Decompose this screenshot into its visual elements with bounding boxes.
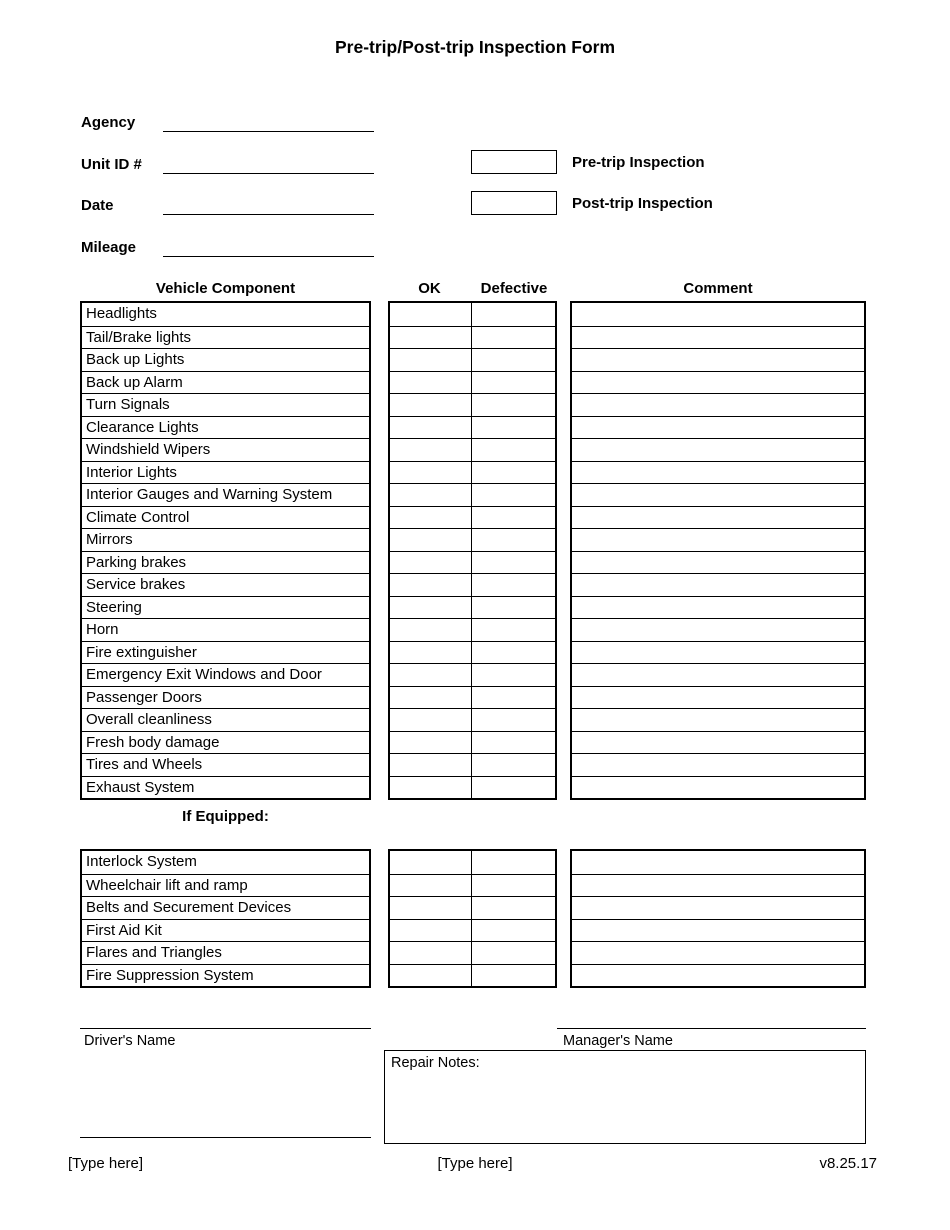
equipped-component-row: [82, 919, 369, 942]
equipped-component-table: [80, 849, 371, 988]
defective-cell[interactable]: [472, 327, 555, 349]
ok-cell[interactable]: [390, 439, 472, 461]
component-row: [82, 506, 369, 529]
mileage-field-row: [81, 237, 374, 257]
ok-cell[interactable]: [390, 417, 472, 439]
footer-type-here-left[interactable]: [Type here]: [68, 1155, 144, 1172]
ok-cell[interactable]: [390, 529, 472, 551]
component-cell: Headlights: [86, 305, 157, 322]
page-title: Pre-trip/Post-trip Inspection Form: [334, 37, 616, 57]
comment-row[interactable]: [572, 393, 864, 416]
ok-cell[interactable]: [390, 327, 472, 349]
component-cell: Service brakes: [86, 576, 186, 593]
defective-cell[interactable]: [472, 349, 555, 371]
equipped-component-cell: Fire Suppression System: [86, 966, 254, 984]
ok-cell[interactable]: [390, 709, 472, 731]
equipped-component-cell: Wheelchair lift and ramp: [86, 876, 248, 894]
component-cell: Back up Alarm: [86, 373, 183, 391]
comment-row[interactable]: [572, 776, 864, 799]
defective-cell[interactable]: [472, 394, 555, 416]
status-row: [390, 393, 555, 416]
equipped-status-row: [390, 896, 555, 919]
agency-label: Agency: [81, 114, 136, 131]
repair-notes-box[interactable]: [384, 1050, 866, 1144]
status-row: [390, 416, 555, 439]
component-row: [82, 326, 369, 349]
unit-id-field-row: [81, 154, 374, 174]
ok-cell[interactable]: [390, 394, 472, 416]
equipped-component-cell: Belts and Securement Devices: [86, 899, 292, 916]
ok-cell[interactable]: [390, 664, 472, 686]
equipped-status-row: [390, 874, 555, 897]
component-cell: Fresh body damage: [86, 733, 220, 751]
equipped-status-row: [390, 964, 555, 987]
status-row: [390, 686, 555, 709]
equipped-component-cell: First Aid Kit: [86, 921, 162, 939]
comment-row[interactable]: [572, 708, 864, 731]
ok-cell[interactable]: [390, 942, 472, 964]
comment-row[interactable]: [572, 348, 864, 371]
comment-row[interactable]: [572, 483, 864, 506]
defective-cell[interactable]: [472, 687, 555, 709]
status-row: [390, 461, 555, 484]
defective-cell[interactable]: [472, 303, 555, 326]
status-row: [390, 573, 555, 596]
component-column-header: Vehicle Component: [155, 280, 296, 297]
comment-row[interactable]: [572, 461, 864, 484]
date-input-line[interactable]: [163, 195, 374, 215]
defective-cell[interactable]: [472, 574, 555, 596]
comment-row[interactable]: [572, 573, 864, 596]
ok-cell[interactable]: [390, 484, 472, 506]
repair-notes-label: Repair Notes:: [391, 1055, 480, 1071]
equipped-component-row: [82, 851, 369, 874]
component-row: [82, 461, 369, 484]
component-row: [82, 686, 369, 709]
component-row: [82, 618, 369, 641]
component-row: [82, 753, 369, 776]
status-row: [390, 303, 555, 326]
component-cell: Turn Signals: [86, 396, 170, 413]
comment-row[interactable]: [572, 753, 864, 776]
defective-cell[interactable]: [472, 507, 555, 529]
ok-cell[interactable]: [390, 754, 472, 776]
status-row: [390, 438, 555, 461]
defective-cell[interactable]: [472, 664, 555, 686]
component-cell: Horn: [86, 621, 119, 638]
ok-cell[interactable]: [390, 897, 472, 919]
comment-row[interactable]: [572, 663, 864, 686]
component-cell: Parking brakes: [86, 553, 187, 571]
ok-cell[interactable]: [390, 619, 472, 641]
equipped-component-cell: Interlock System: [86, 853, 197, 870]
posttrip-check-row: [471, 191, 713, 215]
comment-row[interactable]: [572, 506, 864, 529]
pretrip-checkbox[interactable]: [471, 150, 557, 174]
equipped-status-row: [390, 919, 555, 942]
mileage-label: Mileage: [81, 239, 137, 256]
ok-cell[interactable]: [390, 875, 472, 897]
component-row: [82, 303, 369, 326]
equipped-status-table: [388, 849, 557, 988]
component-row: [82, 483, 369, 506]
ok-cell[interactable]: [390, 965, 472, 987]
comment-row[interactable]: [572, 731, 864, 754]
ok-cell[interactable]: [390, 732, 472, 754]
pretrip-label: Pre-trip Inspection: [572, 153, 705, 171]
ok-cell[interactable]: [390, 574, 472, 596]
ok-cell[interactable]: [390, 349, 472, 371]
ok-cell[interactable]: [390, 462, 472, 484]
status-row: [390, 551, 555, 574]
status-row: [390, 506, 555, 529]
status-row: [390, 483, 555, 506]
bottom-left-line[interactable]: [80, 1137, 371, 1138]
component-cell: Back up Lights: [86, 351, 185, 368]
equipped-comment-row[interactable]: [572, 964, 864, 987]
equipped-comment-row[interactable]: [572, 941, 864, 964]
status-table: [388, 301, 557, 800]
defective-cell[interactable]: [472, 942, 555, 964]
comment-table: [570, 301, 866, 800]
defective-column-header: Defective: [480, 280, 548, 297]
defective-cell[interactable]: [472, 965, 555, 987]
agency-field-row: [81, 112, 374, 132]
component-row: [82, 371, 369, 394]
ok-cell[interactable]: [390, 777, 472, 799]
defective-cell[interactable]: [472, 529, 555, 551]
component-row: [82, 348, 369, 371]
component-cell: Fire extinguisher: [86, 643, 197, 661]
pretrip-check-row: [471, 150, 705, 174]
defective-cell[interactable]: [472, 619, 555, 641]
date-field-row: [81, 195, 374, 215]
equipped-component-cell: Flares and Triangles: [86, 944, 222, 961]
ok-column-header: OK: [418, 280, 441, 297]
equipped-comment-row[interactable]: [572, 919, 864, 942]
status-row: [390, 348, 555, 371]
component-cell: Interior Gauges and Warning System: [86, 486, 333, 503]
ok-cell[interactable]: [390, 642, 472, 664]
date-label: Date: [81, 197, 114, 214]
status-row: [390, 753, 555, 776]
defective-cell[interactable]: [472, 439, 555, 461]
ok-cell[interactable]: [390, 687, 472, 709]
component-row: [82, 573, 369, 596]
unit-id-input-line[interactable]: [163, 154, 374, 174]
unit-id-label: Unit ID #: [81, 156, 142, 173]
driver-signature-line[interactable]: [80, 1028, 371, 1029]
component-row: [82, 438, 369, 461]
ok-cell[interactable]: [390, 851, 472, 874]
mileage-input-line[interactable]: [163, 237, 374, 257]
equipped-status-row: [390, 941, 555, 964]
comment-row[interactable]: [572, 371, 864, 394]
ok-cell[interactable]: [390, 372, 472, 394]
component-cell: Passenger Doors: [86, 688, 202, 706]
equipped-status-row: [390, 851, 555, 874]
status-row: [390, 641, 555, 664]
equipped-comment-row[interactable]: [572, 851, 864, 874]
component-cell: Emergency Exit Windows and Door: [86, 666, 322, 683]
version-label: v8.25.17: [819, 1155, 877, 1172]
posttrip-label: Post-trip Inspection: [572, 194, 713, 212]
defective-cell[interactable]: [472, 462, 555, 484]
component-row: [82, 551, 369, 574]
equipped-comment-row[interactable]: [572, 874, 864, 897]
component-cell: Tires and Wheels: [86, 756, 203, 773]
component-cell: Steering: [86, 598, 142, 616]
equipped-component-row: [82, 874, 369, 897]
component-cell: Tail/Brake lights: [86, 328, 192, 346]
component-cell: Windshield Wipers: [86, 441, 211, 458]
defective-cell[interactable]: [472, 417, 555, 439]
component-cell: Overall cleanliness: [86, 711, 212, 728]
component-table: [80, 301, 371, 800]
equipped-comment-row[interactable]: [572, 896, 864, 919]
defective-cell[interactable]: [472, 642, 555, 664]
equipped-component-row: [82, 941, 369, 964]
comment-row[interactable]: [572, 326, 864, 349]
posttrip-checkbox[interactable]: [471, 191, 557, 215]
status-row: [390, 618, 555, 641]
defective-cell[interactable]: [472, 732, 555, 754]
status-row: [390, 326, 555, 349]
defective-cell[interactable]: [472, 709, 555, 731]
status-row: [390, 708, 555, 731]
defective-cell[interactable]: [472, 754, 555, 776]
ok-cell[interactable]: [390, 597, 472, 619]
component-row: [82, 416, 369, 439]
equipped-comment-table: [570, 849, 866, 988]
status-row: [390, 596, 555, 619]
equipped-component-row: [82, 896, 369, 919]
defective-cell[interactable]: [472, 484, 555, 506]
component-row: [82, 528, 369, 551]
component-row: [82, 596, 369, 619]
agency-input-line[interactable]: [163, 112, 374, 132]
ok-cell[interactable]: [390, 303, 472, 326]
comment-row[interactable]: [572, 686, 864, 709]
component-row: [82, 641, 369, 664]
comment-row[interactable]: [572, 618, 864, 641]
defective-cell[interactable]: [472, 777, 555, 799]
status-row: [390, 528, 555, 551]
manager-name-label: Manager's Name: [563, 1033, 673, 1049]
component-cell: Interior Lights: [86, 463, 177, 481]
ok-cell[interactable]: [390, 552, 472, 574]
comment-row[interactable]: [572, 303, 864, 326]
component-row: [82, 663, 369, 686]
comment-row[interactable]: [572, 641, 864, 664]
comment-row[interactable]: [572, 438, 864, 461]
ok-cell[interactable]: [390, 920, 472, 942]
component-row: [82, 776, 369, 799]
comment-row[interactable]: [572, 528, 864, 551]
ok-cell[interactable]: [390, 507, 472, 529]
comment-row[interactable]: [572, 596, 864, 619]
manager-signature-line[interactable]: [557, 1028, 866, 1029]
status-row: [390, 776, 555, 799]
defective-cell[interactable]: [472, 597, 555, 619]
component-row: [82, 731, 369, 754]
component-cell: Exhaust System: [86, 778, 195, 796]
component-row: [82, 393, 369, 416]
component-row: [82, 708, 369, 731]
if-equipped-label: If Equipped:: [182, 808, 269, 825]
equipped-component-row: [82, 964, 369, 987]
comment-column-header: Comment: [683, 280, 753, 297]
defective-cell[interactable]: [472, 920, 555, 942]
driver-name-label: Driver's Name: [84, 1033, 176, 1049]
comment-row[interactable]: [572, 551, 864, 574]
defective-cell[interactable]: [472, 372, 555, 394]
component-cell: Clearance Lights: [86, 418, 199, 436]
defective-cell[interactable]: [472, 897, 555, 919]
status-row: [390, 663, 555, 686]
defective-cell[interactable]: [472, 552, 555, 574]
component-cell: Climate Control: [86, 508, 190, 526]
defective-cell[interactable]: [472, 875, 555, 897]
status-row: [390, 371, 555, 394]
component-cell: Mirrors: [86, 531, 133, 548]
status-row: [390, 731, 555, 754]
defective-cell[interactable]: [472, 851, 555, 874]
footer-type-here-center[interactable]: [Type here]: [437, 1155, 513, 1172]
comment-row[interactable]: [572, 416, 864, 439]
